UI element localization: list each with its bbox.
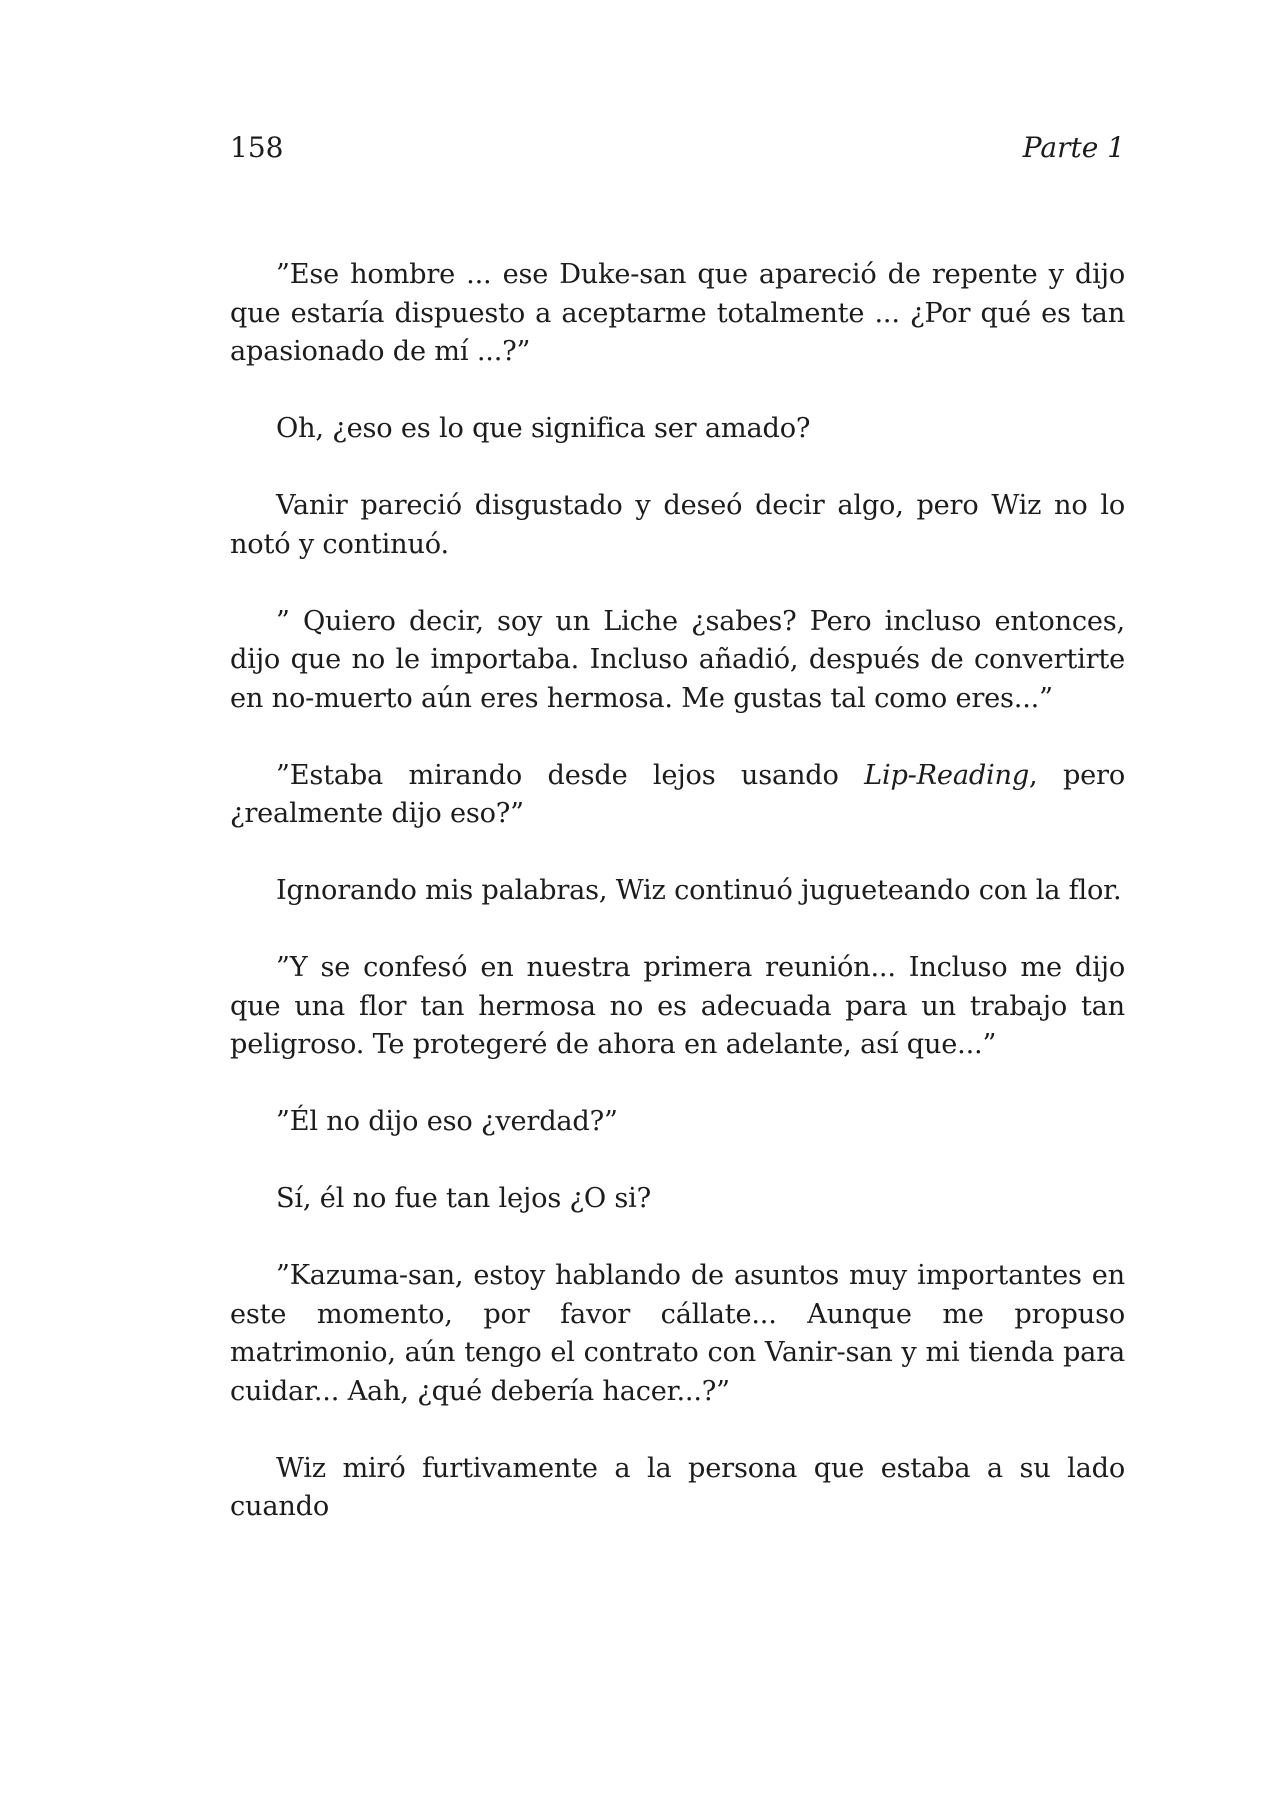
paragraph-5-emphasis: Lip-Reading (864, 759, 1030, 791)
paragraph-2: Oh, ¿eso es lo que significa ser amado? (276, 413, 811, 444)
paragraph-5-before: ”Estaba mirando desde lejos usando (276, 759, 865, 791)
page-number: 158 (230, 131, 284, 164)
paragraph-10: ”Kazuma-san, estoy hablando de asuntos muy importantes en este momento, por favor cállate... Aunque me propuso matrimonio, aún tengo el contrato con Vanir-san y mi tienda para cuidar... Aah, ¿qué debería hacer...?” (230, 1260, 1125, 1407)
paragraph-7: ”Y se confesó en nuestra primera reunión... Incluso me dijo que una flor tan hermosa no es adecuada para un trabajo tan peligroso. Te protegeré de ahora en adelante, así que...” (230, 952, 1125, 1060)
paragraph-1: ”Ese hombre ... ese Duke-san que apareció de repente y dijo que estaría dispuesto a aceptarme totalmente ... ¿Por qué es tan apasionado de mí ...?” (230, 259, 1125, 367)
chapter-label: Parte 1 (1022, 131, 1125, 164)
paragraph-3: Vanir pareció disgustado y deseó decir algo, pero Wiz no lo notó y continuó. (230, 490, 1125, 560)
running-head (230, 128, 1125, 168)
body-text (230, 256, 1125, 1527)
paragraph-6: Ignorando mis palabras, Wiz continuó jugueteando con la flor. (276, 875, 1122, 906)
paragraph-8: ”Él no dijo eso ¿verdad?” (276, 1106, 618, 1137)
paragraph-11: Wiz miró furtivamente a la persona que estaba a su lado cuando (230, 1452, 1125, 1522)
paragraph-5-after: , pero ¿realmente dijo eso?” (230, 759, 1126, 829)
paragraph-4: ” Quiero decir, soy un Liche ¿sabes? Pero incluso entonces, dijo que no le importaba. Incluso añadió, después de convertirte en no-muerto aún eres hermosa. Me gustas tal como eres...” (230, 605, 1125, 714)
paragraph-9: Sí, él no fue tan lejos ¿O si? (276, 1183, 652, 1214)
paragraph-5 (230, 757, 1125, 834)
